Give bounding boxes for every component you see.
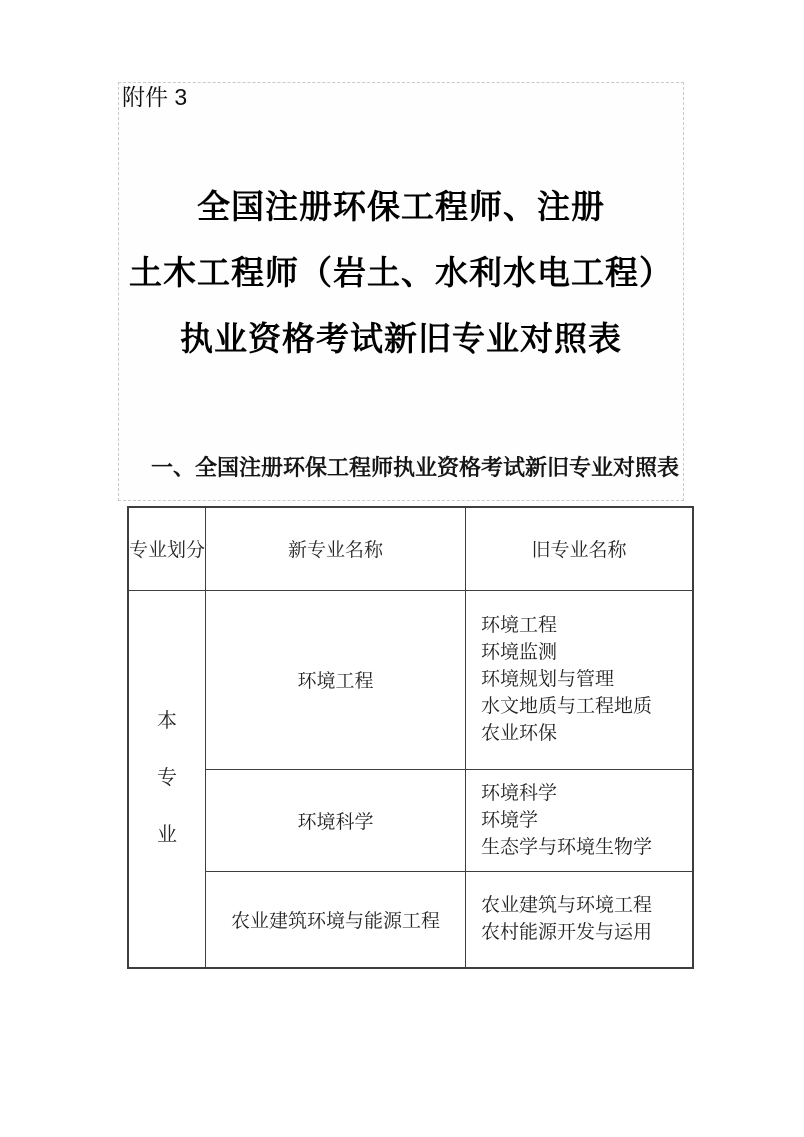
old-major-item: 生态学与环境生物学 xyxy=(481,836,653,858)
section-heading: 一、全国注册环保工程师执业资格考试新旧专业对照表 xyxy=(151,455,680,480)
table-row xyxy=(128,871,693,968)
old-majors-cell xyxy=(466,871,694,968)
category-char: 本 xyxy=(157,710,177,733)
old-major-item: 农业环保 xyxy=(481,723,558,744)
title-line-3: 执业资格考试新旧专业对照表 xyxy=(180,322,622,358)
old-major-item: 环境规划与管理 xyxy=(481,669,615,690)
document-title xyxy=(118,175,684,373)
old-majors-cell xyxy=(466,769,694,871)
old-major-item: 水文地质与工程地质 xyxy=(481,696,653,717)
table-header-row xyxy=(128,507,693,590)
header-old-major-name: 旧专业名称 xyxy=(466,507,694,590)
old-major-item: 农业建筑与环境工程 xyxy=(481,895,653,917)
category-char: 业 xyxy=(157,824,177,847)
old-major-item: 环境学 xyxy=(481,809,539,831)
header-major-division: 专业划分 xyxy=(128,507,206,590)
new-major-cell: 环境科学 xyxy=(206,769,466,871)
old-major-item: 环境工程 xyxy=(481,615,558,636)
old-major-item: 农村能源开发与运用 xyxy=(481,922,653,944)
old-major-item: 环境科学 xyxy=(481,782,558,804)
new-major-cell: 环境工程 xyxy=(206,590,466,769)
category-char: 专 xyxy=(157,767,177,790)
title-line-2: 土木工程师（岩土、水利水电工程） xyxy=(129,256,673,292)
old-majors-cell xyxy=(466,590,694,769)
old-major-item: 环境监测 xyxy=(481,642,558,663)
header-new-major-name: 新专业名称 xyxy=(206,507,466,590)
table-row xyxy=(128,590,693,769)
title-line-1: 全国注册环保工程师、注册 xyxy=(197,190,605,226)
major-comparison-table xyxy=(127,506,694,969)
category-cell-own-major xyxy=(128,590,206,968)
new-major-cell: 农业建筑环境与能源工程 xyxy=(206,871,466,968)
attachment-label: 附件 3 xyxy=(122,84,188,110)
table-row xyxy=(128,769,693,871)
